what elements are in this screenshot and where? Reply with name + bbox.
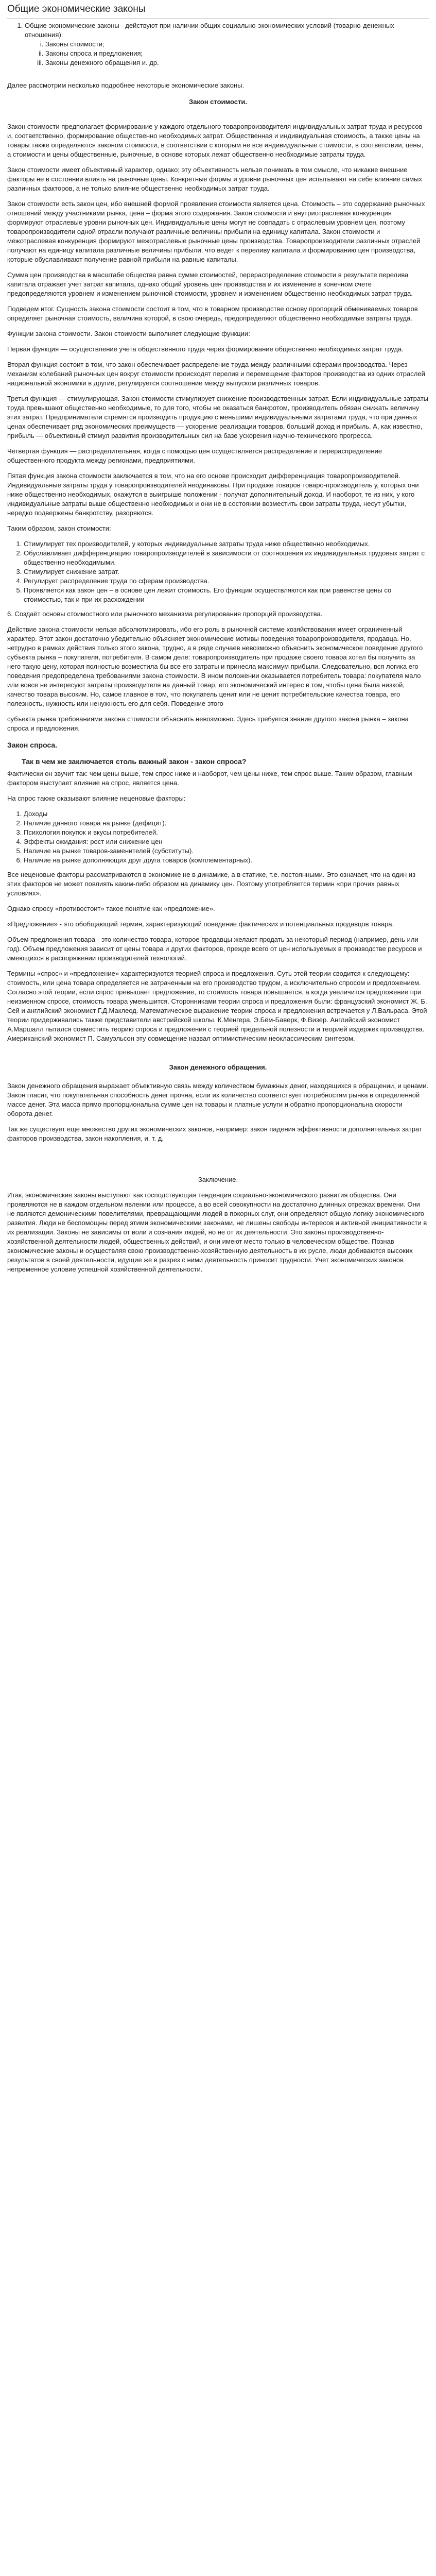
intro-list	[7, 21, 429, 67]
paragraph: Термины «спрос» и «предложение» характеризуются теорией спроса и предложения. Суть этой теории сводится к следующему: стоимость, или цена товара определяется не затраченным на его производство трудом, а исключительно спросом и предложением. Согласно этой теории, если спрос превышает предложение, то стоимость товара повышается, а когда увеличится предложение при неизменном спросе, стоимость товара уменьшится. Сторонниками теории спроса и предложения были: французский экономист Ж. Б. Сей и английский экономист Г.Д.Маклеод. Математическое выражение теории спроса и предложения встречается у Л.Вальраса. Этой теории придерживались также представители австрийской школы. К.Менгера, Э.Бём-Баверк, Ф.Визер. Английский экономист А.Маршалл пытался совместить теорию спроса и предложения с теорией предельной полезности и теорией издержек производства. Американский экономист П. Самуэльсон эту совмещение назвал оптимистическим неоклассическим синтезом.	[7, 970, 427, 1042]
intro-text: Далее рассмотрим несколько подробнее некоторые экономические законы.	[7, 81, 245, 89]
paragraph: Объем предложения товара - это количество товара, которое продавцы желают продать за некоторый период (например, день или год). Объем предложения зависит от цены товара и других факторов, прежде всего от цен используемых в производстве ресурсов и имеющихся в распоряжении производителей технологий.	[7, 936, 422, 962]
list-item: 4. Эффекты ожидания: рост или снижение цен	[24, 837, 429, 846]
section-heading-demand: Закон спроса.	[7, 741, 58, 749]
factors-list	[7, 809, 429, 865]
list-item: 1. Стимулирует тех производителей, у которых индивидуальные затраты труда ниже общественно необходимых.	[24, 539, 429, 549]
paragraph: Третья функция — стимулирующая. Закон стоимости стимулирует снижение производственных затрат. Если индивидуальные затраты труда превышают общественно необходимые, то для того, чтобы не оказаться банкротом, производитель обязан снижать величину этих затрат. Предприниматели стремятся производить продукцию с меньшими индивидуальными затратами труда, что при данных ценах обеспечивает ряд экономических преимуществ — ускорение реализации товаров, больший доход и прибыль. А, как известно, прибыль — объективный стимул развития производительных сил на базе ускорения научно-технического прогресса.	[7, 395, 429, 439]
section-question: Так в чем же заключается столь важный закон - закон спроса?	[22, 757, 247, 766]
paragraph: Подведем итог. Сущность закона стоимости состоит в том, что в товарном производстве основу пропорций обмениваемых товаров определяет рыночная стоимость, величина которой, в свою очередь, предопределяют общественно необходимые затраты труда.	[7, 305, 418, 322]
list-item: 5. Проявляется как закон цен – в основе цен лежит стоимость. Его функции осуществляются как при равенстве цены со стоимостью, так и при их расхождении	[24, 586, 429, 604]
list-item: i. Законы стоимости;	[45, 40, 429, 49]
paragraph: Фактически он звучит так: чем цены выше, тем спрос ниже и наоборот, чем цены ниже, тем спрос выше. Таким образом, главным фактором выступает влияние на спрос, является цена.	[7, 770, 412, 787]
paragraph: Закон стоимости имеет объективный характер, однако; эту объективность нельзя понимать в том смысле, что никакие внешние факторы не в состоянии влиять на рыночные цены. Конкретные формы и уровни рыночных цен испытывают на себе влияние самых различных факторов, а не только влияние общественно необходимых затрат труда.	[7, 166, 422, 192]
paragraph: Все неценовые факторы рассматриваются в экономике не в динамике, а в статике, т.е. постоянными. Это означает, что на один из этих факторов не может повлиять каким-либо образом на динамику цен. Поэтому употребляется термин «при прочих равных условиях».	[7, 871, 416, 897]
paragraph: На спрос также оказывают влияние неценовые факторы:	[7, 794, 186, 802]
paragraph: Закон стоимости предполагает формирование у каждого отдельного товаропроизводителя индивидуальных затрат труда и ресурсов и, соответственно, формирование общественно необходимых затрат. Общественная и индивидуальная стоимость, а также цены на товары также определяются законом стоимости, в соответствии с которым не все индивидуальные стоимости, в соответствии, цены, а стоимости и цены общественные, рыночные, в основе которых лежат общественно необходимые затраты труда.	[7, 123, 424, 158]
intro-main-item: Общие экономические законы - действуют при наличии общих социально-экономических условий (товарно-денежных отношения):	[25, 22, 394, 39]
list-item: 5. Наличие на рынке товаров-заменителей (субституты).	[24, 846, 429, 856]
list-item: 2. Обуславливает дифференциацию товаропроизводителей в зависимости от соотношения их индивидуальных трудовых затрат с общественно необходимыми.	[24, 549, 429, 567]
paragraph: Закон стоимости есть закон цен, ибо внешней формой проявления стоимости является цена. Стоимость – это содержание рыночных отношений между участниками рынка, цена – форма этого содержания. Закон стоимости и внутриотраслевая конкуренция формируют отраслевые уровни рыночных цен. Индивидуальные цены могут не совпадать с отраслевым уровнем цен, поэтому товаропроизводители одной отрасли получают различные величины прибыли на единицу капитала. Закон стоимости и межотраслевая конкуренция формируют межотраслевые рыночные цены производства. Товаропроизводители различных отраслей получают на единицу капитала различные величины прибыли, что ведет к переливу капитала и формированию цен производства, которые обуславливают получение равной прибыли на равные капиталы.	[7, 200, 425, 263]
section-heading-money: Закон денежного обращения.	[169, 1063, 267, 1071]
paragraph: Первая функция — осуществление учета общественного труда через формирование общественно необходимых затрат труда.	[7, 345, 404, 353]
paragraph: Функции закона стоимости. Закон стоимости выполняет следующие функции:	[7, 330, 250, 337]
paragraph: Четвертая функция — распределительная, когда с помощью цен осуществляется распределение и перераспределение общественного продукта между регионами, предприятиями.	[7, 447, 382, 464]
section-heading-value: Закон стоимости.	[189, 98, 247, 106]
paragraph: Пятая функция закона стоимости заключается в том, что на его основе происходит дифференциация товаропроизводителей. Индивидуальные затраты труда у товаропроизводителей неодинаковы. При продаже товаров товаро-производитель у, которых они ниже общественно необходимых, окажутся в выигрыше положении - получат дополнительный доход. И наоборот, те из них, у кого индивидуальные затраты выше общественно необходимых и они не в состоянии возместить свои затраты труда, несут убытки, нередко подвержены банкротству, разоряются.	[7, 472, 419, 517]
paragraph: Итак, экономические законы выступают как господствующая тенденция социально-экономического развития общества. Они проявляются не в каждом отдельном явлении или процессе, а во всей совокупности на достаточно длинных отрезках времени. Они не являются демоническими повелителями, превращающими людей в покорных слуг, они определяют общую логику экономического развития. Люди не беспомощны перед этими экономическими законами, не лишены свободы интересов и активной инициативности в их реализации. Законы не зависимы от воли и сознания людей, но не от их деятельности. Это законы производственно-хозяйственной деятельности людей, общественных действий, и они имеют место только в человеческом обществе. Познав экономические законы и осуществляя свою производственно-хозяйственную деятельность в их русле, люди добиваются высоких результатов в своей деятельности, идущие же в разрез с ними деятельность приносит трудности. Учет экономических законов непременное условие успешной хозяйственной деятельности.	[7, 1191, 427, 1273]
list-item: 1. Доходы	[24, 809, 429, 819]
paragraph: Сумма цен производства в масштабе общества равна сумме стоимостей, перераспределение стоимости в результате перелива капитала отражает учет затрат капитала, однако общий уровень цен производства и их изменение в конечном счете предопределяются уровнем и изменением рыночной стоимости, уровнем и изменением общественно необходимых затрат труда.	[7, 271, 413, 297]
list-item: ii. Законы спроса и предложения;	[45, 49, 429, 58]
list-item: 3. Стимулирует снижение затрат.	[24, 567, 429, 577]
summary-list	[7, 539, 429, 604]
intro-sublist	[25, 40, 429, 67]
paragraph: Однако спросу «противостоит» такое понятие как «предложение».	[7, 905, 215, 912]
paragraph: Так же существует еще множество других экономических законов, например: закон падения эффективности дополнительных затрат факторов производства, закон накопления, и. т. д.	[7, 1125, 422, 1142]
paragraph: 6. Создаёт основы стоимостного или рыночного механизма регулирования пропорций производства.	[7, 610, 323, 618]
paragraph: Таким образом, закон стоимости:	[7, 524, 111, 532]
conclusion-heading: Заключение.	[198, 1176, 238, 1183]
paragraph: «Предложение» - это обобщающий термин, характеризующий поведение фактических и потенциальных продавцов товара.	[7, 920, 394, 928]
list-item: 4. Регулирует распределение труда по сферам производства.	[24, 577, 429, 586]
paragraph: Вторая функция состоит в том, что закон обеспечивает распределение труда между различными сферами производства. Через механизм колебаний рыночных цен вокруг стоимости происходят перелив и перемещение факторов производства из одних отраслей национальной экономики в другие, регулируется соотношение между выпуском различных товаров.	[7, 361, 425, 387]
list-item: iii. Законы денежного обращения и. др.	[45, 58, 429, 67]
list-item: 6. Наличие на рынке дополняющих друг друга товаров (комплементарных).	[24, 856, 429, 865]
list-item	[25, 21, 429, 67]
paragraph: Закон денежного обращения выражает объективную связь между количеством бумажных денег, находящихся в обращении, и ценами. Закон гласит, что покупательная способность денег прочна, если их количество соответствует потребностям рынка в определенной массе денег. Эта масса прямо пропорциональна сумме цен на товары и платные услуги и обратно пропорциональна скорости оборота денег.	[7, 1082, 429, 1117]
list-item: 3. Психология покупок и вкусы потребителей.	[24, 828, 429, 837]
page-title: Общие экономические законы	[7, 3, 429, 19]
list-item: 2. Наличие данного товара на рынке (дефицит).	[24, 819, 429, 828]
paragraph: субъекта рынка требованиями закона стоимости объяснить невозможно. Здесь требуется знание другого закона рынка – закона спроса и предложения.	[7, 715, 409, 732]
paragraph: Действие закона стоимости нельзя абсолютизировать, ибо его роль в рыночной системе хозяйствования имеет ограниченный характер. Этот закон достаточно убедительно объясняет экономические мотивы поведения товаропроизводителя, продавца. Но, нетрудно в рамках действия только этого закона, трудно, а в ряде случаев невозможно объяснить экономическое поведение другого субъекта рынка – покупателя, потребителя. В самом деле: товаропроизводитель при продаже своего товара хотел бы получить за него такую цену, которая полностью возместила бы все его затраты и принесла максимум прибыли. Следовательно, вся логика его поведения предопределена требованиями закона стоимости. В ином положении оказывается потребитель товара: покупателя мало или вовсе не интересуют затраты производителя на данный товар, его экономический интерес в том, чтобы цена была низкой, качество товара высоким. Но, самое главное в том, что покупатель ценит или не ценит потребительские качества товара, его полезность, нужность или ненужность его для себя. Поведение этого	[7, 625, 423, 707]
